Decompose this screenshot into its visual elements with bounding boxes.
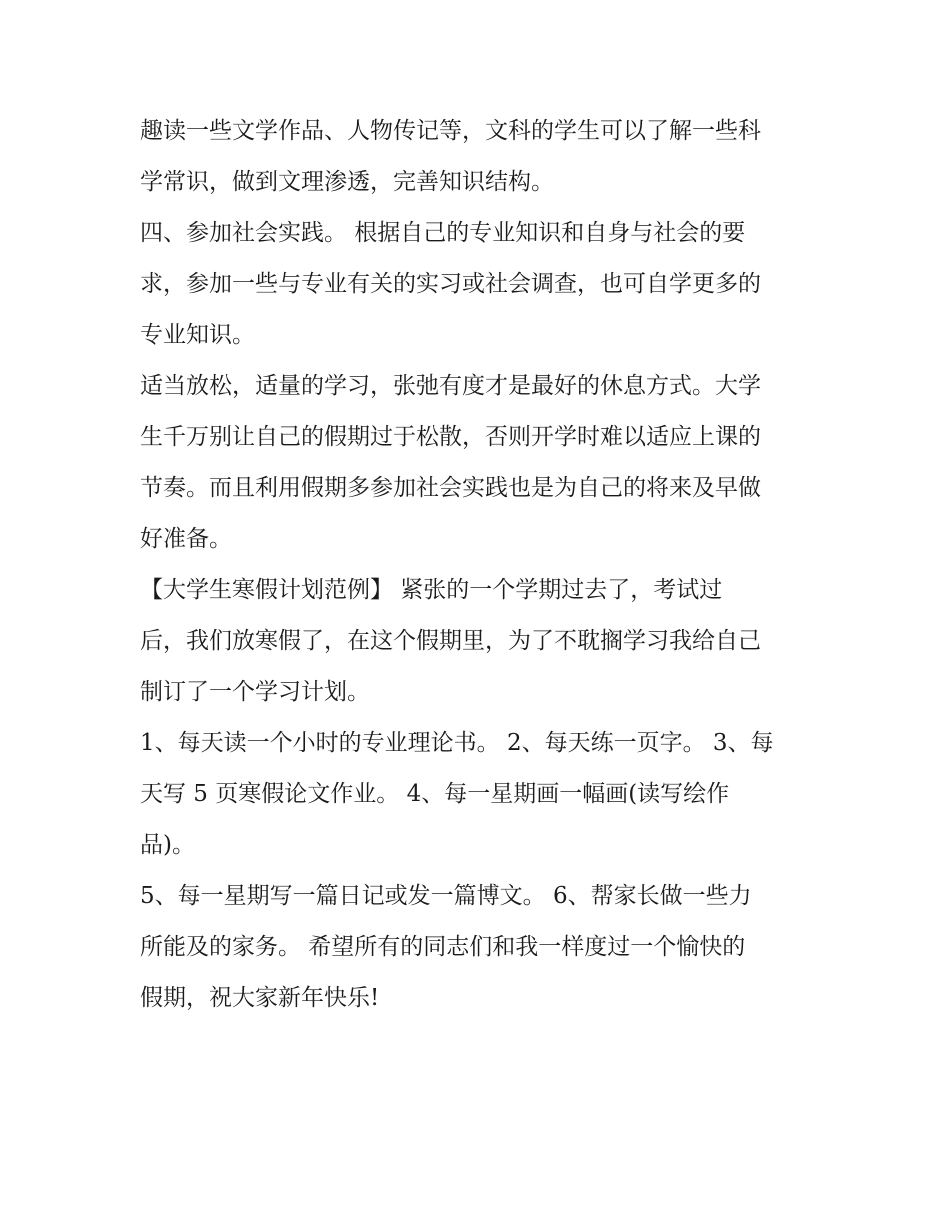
text-line: 趣读一些文学作品、人物传记等，文科的学生可以了解一些科	[140, 118, 761, 144]
paragraph-plan-example	[140, 565, 820, 718]
text-line: 专业知识。	[140, 322, 255, 348]
text-line: 适当放松，适量的学习，张弛有度才是最好的休息方式。大学	[140, 373, 761, 399]
text-line: 1、每天读一个小时的专业理论书。 2、每天练一页字。 3、每	[140, 730, 774, 756]
paragraph-relax	[140, 361, 820, 565]
text-line: 【大学生寒假计划范例】 紧张的一个学期过去了，考试过	[140, 577, 723, 603]
text-line: 四、参加社会实践。 根据自己的专业知识和自身与社会的要	[140, 220, 746, 246]
text-line: 求，参加一些与专业有关的实习或社会调查，也可自学更多的	[140, 271, 761, 297]
paragraph-plan-items-5-6	[140, 871, 820, 1024]
paragraph-plan-items-1-4	[140, 718, 820, 871]
text-line: 所能及的家务。 希望所有的同志们和我一样度过一个愉快的	[140, 934, 746, 960]
text-line: 后，我们放寒假了，在这个假期里，为了不耽搁学习我给自己	[140, 628, 761, 654]
text-line: 生千万别让自己的假期过于松散，否则开学时难以适应上课的	[140, 424, 761, 450]
text-line: 5、每一星期写一篇日记或发一篇博文。 6、帮家长做一些力	[140, 883, 752, 909]
text-line: 制订了一个学习计划。	[140, 679, 370, 705]
text-line: 节奏。而且利用假期多参加社会实践也是为自己的将来及早做	[140, 475, 761, 501]
paragraph-knowledge-structure	[140, 106, 820, 208]
document-body	[140, 106, 820, 1024]
text-line: 好准备。	[140, 526, 232, 552]
paragraph-social-practice	[140, 208, 820, 361]
text-line: 学常识，做到文理渗透，完善知识结构。	[140, 169, 554, 195]
text-line: 天写 5 页寒假论文作业。 4、每一星期画一幅画(读写绘作	[140, 781, 730, 807]
text-line: 品)。	[140, 832, 195, 858]
text-line: 假期，祝大家新年快乐!	[140, 985, 380, 1011]
